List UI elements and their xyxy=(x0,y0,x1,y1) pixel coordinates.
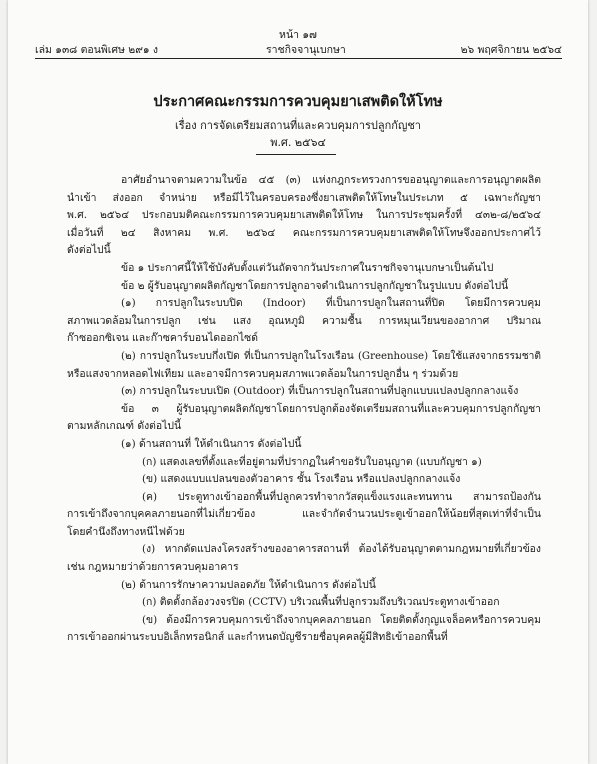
gazette-name: ราชกิจจานุเบกษา xyxy=(266,44,346,56)
body-line: (๑) ด้านสถานที่ ให้ดำเนินการ ดังต่อไปนี้ xyxy=(121,437,302,450)
gazette-page xyxy=(8,0,588,764)
body-line: อาศัยอำนาจตามความในข้อ ๔๕ (๓) แห่งกฎกระทรวงการขออนุญาตและการอนุญาตผลิต xyxy=(121,174,541,186)
announcement-title: ประกาศคณะกรรมการควบคุมยาเสพติดให้โทษ xyxy=(153,93,443,110)
body-line: การเข้าถึงจากบุคคลภายนอกที่ไม่เกี่ยวข้อง และจำกัดจำนวนประตูเข้าออกให้น้อยที่สุดเท่าที่จำเป็น xyxy=(67,508,541,521)
body-line: หรือแสงจากหลอดไฟเทียม และอาจมีการควบคุมสภาพแวดล้อมในการปลูกอื่น ๆ ร่วมด้วย xyxy=(67,367,459,380)
announcement-year: พ.ศ. ๒๕๖๔ xyxy=(270,136,326,149)
body-line: นำเข้า ส่งออก จำหน่าย หรือมีไว้ในครอบครองซึ่งยาเสพติดให้โทษในประเภท ๕ เฉพาะกัญชา xyxy=(67,191,541,204)
body-line: (ค) ประตูทางเข้าออกพื้นที่ปลูกควรทำจากวัสดุแข็งแรงและทนทาน สามารถป้องกัน xyxy=(142,490,541,503)
body-line: (ข) ต้องมีการควบคุมการเข้าถึงจากบุคคลภายนอก โดยติดตั้งกุญแจล็อคหรือการควบคุม xyxy=(142,613,541,626)
body-line: (๒) ด้านการรักษาความปลอดภัย ให้ดำเนินการ ดังต่อไปนี้ xyxy=(121,578,376,591)
body-line: (๓) การปลูกในระบบเปิด (Outdoor) ที่เป็นการปลูกในสถานที่ปลูกแบบแปลงปลูกกลางแจ้ง xyxy=(121,385,519,398)
body-line: ก๊าซออกซิเจน และก๊าซคาร์บอนไดออกไซด์ xyxy=(67,332,258,345)
volume-info: เล่ม ๑๓๘ ตอนพิเศษ ๒๙๑ ง xyxy=(35,44,159,56)
body-line: (ก) ติดตั้งกล้องวงจรปิด (CCTV) บริเวณพื้นที่ปลูกรวมถึงบริเวณประตูทางเข้าออก xyxy=(142,596,500,609)
body-line: ข้อ ๓ ผู้รับอนุญาตผลิตกัญชาโดยการปลูกต้องจัดเตรียมสถานที่และควบคุมการปลูกกัญชา xyxy=(121,402,541,415)
body-line: (ข) แสดงแบบแปลนของตัวอาคาร ชั้น โรงเรือน หรือแปลงปลูกกลางแจ้ง xyxy=(142,473,461,486)
body-line: (ก) แสดงเลขที่ตั้งและที่อยู่ตามที่ปรากฏในคำขอรับใบอนุญาต (แบบกัญชา ๑) xyxy=(142,455,482,468)
body-line: เมื่อวันที่ ๒๔ สิงหาคม พ.ศ. ๒๕๖๔ คณะกรรมการควบคุมยาเสพติดให้โทษจึงออกประกาศไว้ xyxy=(67,226,541,239)
body-line: (๒) การปลูกในระบบกึ่งเปิด ที่เป็นการปลูกในโรงเรือน (Greenhouse) โดยใช้แสงจากธรรมชาติ xyxy=(121,350,541,362)
page-number: หน้า ๑๗ xyxy=(279,29,317,41)
body-line: เช่น กฎหมายว่าด้วยการควบคุมอาคาร xyxy=(67,561,239,574)
title-divider xyxy=(256,154,336,155)
body-line: ข้อ ๒ ผู้รับอนุญาตผลิตกัญชาโดยการปลูกอาจดำเนินการปลูกกัญชาในรูปแบบ ดังต่อไปนี้ xyxy=(121,279,509,292)
body-line: ข้อ ๑ ประกาศนี้ให้ใช้บังคับตั้งแต่วันถัดจากวันประกาศในราชกิจจานุเบกษาเป็นต้นไป xyxy=(121,261,494,274)
body-line: ตามหลักเกณฑ์ ดังต่อไปนี้ xyxy=(67,420,182,433)
announcement-body xyxy=(67,172,541,647)
body-line: (๑) การปลูกในระบบปิด (Indoor) ที่เป็นการปลูกในสถานที่ปิด โดยมีการควบคุม xyxy=(121,297,541,310)
body-line: สภาพแวดล้อมในการปลูก เช่น แสง อุณหภูมิ ความชื้น การหมุนเวียนของอากาศ ปริมาณ xyxy=(67,314,541,327)
body-line: พ.ศ. ๒๕๖๔ ประกอบมติคณะกรรมการควบคุมยาเสพติดให้โทษ ในการประชุมครั้งที่ ๔๓๒-๘/๒๕๖๔ xyxy=(67,209,541,222)
header-rule xyxy=(35,58,562,59)
body-line: ดังต่อไปนี้ xyxy=(67,244,111,257)
body-line: การเข้าออกผ่านระบบอิเล็กทรอนิกส์ และกำหนดบัญชีรายชื่อบุคคลผู้มีสิทธิเข้าออกพื้นที่ xyxy=(67,631,448,644)
announcement-subject: เรื่อง การจัดเตรียมสถานที่และควบคุมการปลูกกัญชา xyxy=(175,119,421,132)
body-line: โดยคำนึงถึงทางหนีไฟด้วย xyxy=(67,525,185,538)
publication-date: ๒๖ พฤศจิกายน ๒๕๖๔ xyxy=(460,44,562,56)
body-line: (ง) หากดัดแปลงโครงสร้างของอาคารสถานที่ ต้องได้รับอนุญาตตามกฎหมายที่เกี่ยวข้อง xyxy=(142,543,541,556)
